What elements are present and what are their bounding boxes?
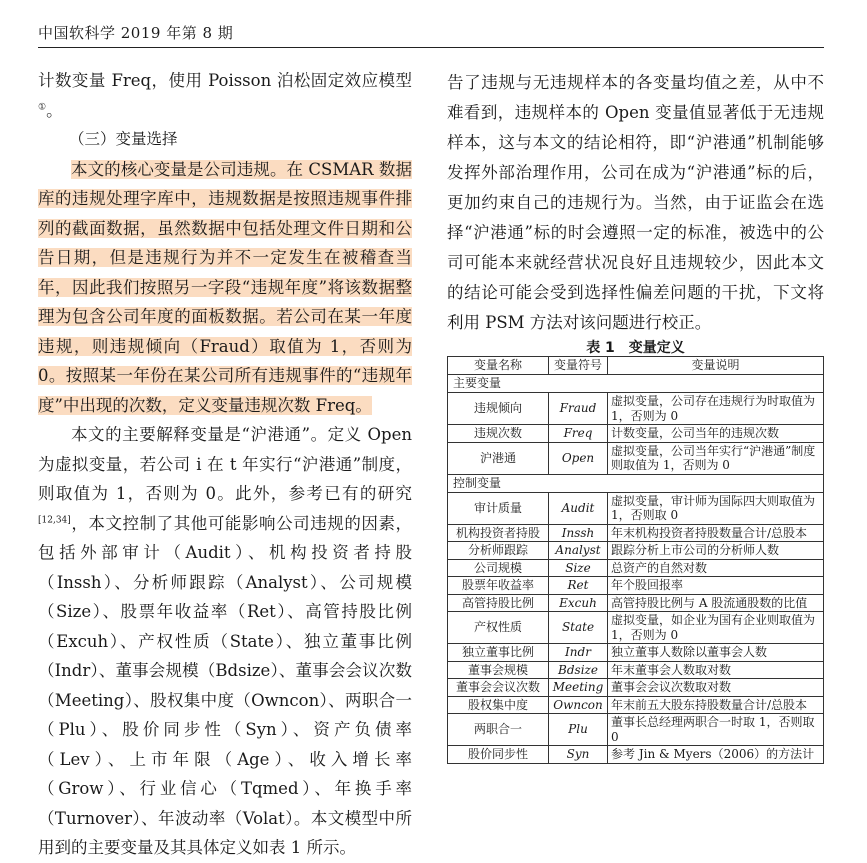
explanatory-text: 本文的主要解释变量是“沪港通”。定义 Open 为虚拟变量，若公司 i 在 t 年实行“沪港通”制度，则取值为 1，否则为 0。此外，参考已有的研究 (38, 425, 412, 503)
table-row (448, 425, 824, 443)
variable-description-cell: 年末机构投资者持股数量合计/总股本 (608, 524, 824, 542)
variable-symbol-cell: Fraud (549, 393, 608, 425)
table-title: 表 1 变量定义 (586, 340, 685, 356)
variable-description-cell: 年末董事会人数取对数 (608, 661, 824, 679)
variable-name-cell: 沪港通 (448, 442, 549, 474)
variable-name-cell: 公司规模 (448, 559, 549, 577)
variable-symbol-cell: Audit (549, 492, 608, 524)
table-row (448, 577, 824, 595)
variable-name-cell: 股票年收益率 (448, 577, 549, 595)
variable-name-cell: 股权集中度 (448, 696, 549, 714)
section-heading: （三）变量选择 (69, 130, 178, 148)
variable-symbol-cell: Size (549, 559, 608, 577)
table-row (448, 696, 824, 714)
table-row (448, 393, 824, 425)
variable-symbol-cell: State (549, 612, 608, 644)
footnote-marker[interactable]: ① (38, 102, 47, 112)
variable-name-cell: 机构投资者持股 (448, 524, 549, 542)
variable-description-cell: 董事长总经理两职合一时取 1，否则取 0 (608, 714, 824, 746)
variable-symbol-cell: Bdsize (549, 661, 608, 679)
variable-description-cell: 总资产的自然对数 (608, 559, 824, 577)
variable-name-cell: 产权性质 (448, 612, 549, 644)
paragraph-explanatory-variable (38, 420, 412, 863)
variable-description-cell: 年个股回报率 (608, 577, 824, 595)
table-group-row (448, 474, 824, 492)
variable-name-cell: 高管持股比例 (448, 594, 549, 612)
table-row (448, 594, 824, 612)
variable-symbol-cell: Meeting (549, 679, 608, 697)
variable-name-cell: 独立董事比例 (448, 644, 549, 662)
variable-name-cell: 董事会会议次数 (448, 679, 549, 697)
variable-description-cell: 独立董事人数除以董事会人数 (608, 644, 824, 662)
variable-symbol-cell: Indr (549, 644, 608, 662)
variable-description-cell: 虚拟变量，公司存在违规行为时取值为 1，否则为 0 (608, 393, 824, 425)
table-row (448, 559, 824, 577)
variable-symbol-cell: Plu (549, 714, 608, 746)
variable-symbol-cell: Syn (549, 746, 608, 764)
paragraph-poisson (38, 66, 412, 125)
variable-name-cell: 违规倾向 (448, 393, 549, 425)
variable-symbol-cell: Inssh (549, 524, 608, 542)
variable-definition-table (447, 356, 824, 764)
variable-name-cell: 两职合一 (448, 714, 549, 746)
variable-symbol-cell: Owncon (549, 696, 608, 714)
paragraph-results: 告了违规与无违规样本的各变量均值之差，从中不难看到，违规样本的 Open 变量值显著低于无违规样本，这与本文的结论相符，即“沪港通”机制能够发挥外部治理作用，公司在成为“沪港通”标的后，更加约束自己的违规行为。当然，由于证监会在选择“沪港通”标的时会遵照一定的标准，被选中的公司可能本来就经营状况良好且违规较少，因此本文的结论可能会受到选择性偏差问题的干扰，下文将利用 PSM 方法对该问题进行校正。 (447, 73, 824, 332)
variable-description-cell: 虚拟变量，审计师为国际四大则取值为 1，否则取 0 (608, 492, 824, 524)
variable-name-cell: 审计质量 (448, 492, 549, 524)
table-row (448, 714, 824, 746)
variable-name-cell: 股价同步性 (448, 746, 549, 764)
table-row (448, 492, 824, 524)
group-label: 控制变量 (448, 474, 824, 492)
variable-description-cell: 计数变量，公司当年的违规次数 (608, 425, 824, 443)
group-label: 主要变量 (448, 375, 824, 393)
variable-description-cell: 董事会会议次数取对数 (608, 679, 824, 697)
table-body (448, 375, 824, 764)
variable-description-cell: 年末前五大股东持股数量合计/总股本 (608, 696, 824, 714)
controls-text: ，本文控制了其他可能影响公司违规的因素，包括外部审计（Audit）、机构投资者持股（Inssh）、分析师跟踪（Analyst）、公司规模（Size）、股票年收益率（Ret）、高管持股比例（Excuh）、产权性质（State）、独立董事比例（Indr）、董事会规模（Bdsize）、董事会会议次数（Meeting）、股权集中度（Owncon）、两职合一（Plu）、股价同步性（Syn）、资产负债率（Lev）、上市年限（Age）、收入增长率（Grow）、行业信心（Tqmed）、年换手率（Turnover）、年波动率（Volat）。本文模型中所用到的主要变量及其具体定义如表 1 所示。 (38, 513, 412, 857)
variable-symbol-cell: Excuh (549, 594, 608, 612)
table-group-row (448, 375, 824, 393)
table-row (448, 746, 824, 764)
column-header: 变量符号 (549, 357, 608, 375)
paragraph-core-variable (38, 155, 412, 421)
column-header: 变量名称 (448, 357, 549, 375)
running-header: 中国软科学 2019 年第 8 期 (38, 24, 234, 42)
variable-symbol-cell: Open (549, 442, 608, 474)
table-row (448, 644, 824, 662)
poisson-text-end: 。 (46, 100, 63, 120)
table-row (448, 679, 824, 697)
table-row (448, 542, 824, 560)
variable-description-cell: 参考 Jin & Myers（2006）的方法计 (608, 746, 824, 764)
variable-description-cell: 虚拟变量，公司当年实行“沪港通”制度则取值为 1，否则为 0 (608, 442, 824, 474)
table-header-row (448, 357, 824, 375)
column-header: 变量说明 (608, 357, 824, 375)
variable-symbol-cell: Analyst (549, 542, 608, 560)
citation-ref[interactable]: [12,34] (38, 515, 71, 525)
table-row (448, 612, 824, 644)
table-row (448, 524, 824, 542)
variable-symbol-cell: Ret (549, 577, 608, 595)
highlighted-text[interactable]: 本文的核心变量是公司违规。在 CSMAR 数据库的违规处理字库中，违规数据是按照违规事件排列的截面数据，虽然数据中包括处理文件日期和公告日期，但是违规行为并不一定发生在被稽查当年，因此我们按照另一字段“违规年度”将该数据整理为包含公司年度的面板数据。若公司在某一年度违规，则违规倾向（Fraud）取值为 1，否则为 0。按照某一年份在某公司所有违规事件的“违规年度”中出现的次数，定义变量违规次数 Freq。 (38, 159, 412, 415)
poisson-text: 计数变量 Freq，使用 Poisson 泊松固定效应模型 (38, 71, 412, 90)
variable-description-cell: 跟踪分析上市公司的分析师人数 (608, 542, 824, 560)
right-column (447, 68, 824, 338)
variable-name-cell: 董事会规模 (448, 661, 549, 679)
variable-description-cell: 高管持股比例与 A 股流通股数的比值 (608, 594, 824, 612)
table-row (448, 442, 824, 474)
variable-description-cell: 虚拟变量，如企业为国有企业则取值为 1，否则为 0 (608, 612, 824, 644)
table-row (448, 661, 824, 679)
variable-name-cell: 分析师跟踪 (448, 542, 549, 560)
header-rule (38, 47, 824, 48)
left-column (38, 66, 412, 863)
variable-symbol-cell: Freq (549, 425, 608, 443)
variable-name-cell: 违规次数 (448, 425, 549, 443)
